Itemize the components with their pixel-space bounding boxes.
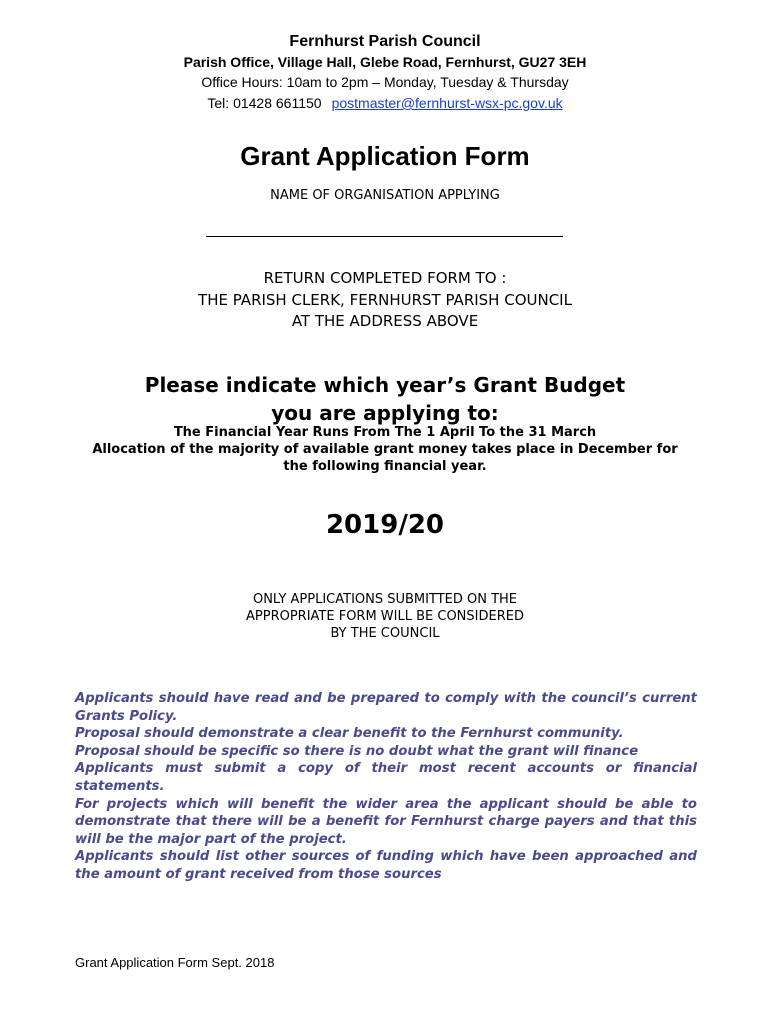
footer-text: Grant Application Form Sept. 2018 — [75, 955, 275, 970]
guidance-item: For projects which will benefit the wider area the applicant should be able to demonstrate that there will be a benefit for Fernhurst charge payers and that this will be the major part of the project. — [75, 796, 697, 847]
organisation-label: NAME OF ORGANISATION APPLYING — [270, 188, 500, 203]
allocation-note: the following financial year. — [283, 459, 487, 474]
guidance-item: Proposal should be specific so there is no doubt what the grant will finance — [75, 743, 639, 759]
office-hours: Office Hours: 10am to 2pm – Monday, Tuesday & Thursday — [201, 74, 569, 90]
council-address: Parish Office, Village Hall, Glebe Road, Fernhurst, GU27 3EH — [183, 54, 587, 70]
budget-year-heading: you are applying to: — [271, 401, 499, 425]
guidance-item: Applicants should list other sources of funding which have been approached and the amount of grant received from those sources — [75, 849, 697, 882]
return-line: AT THE ADDRESS ABOVE — [291, 312, 479, 330]
form-title: Grant Application Form — [240, 141, 530, 171]
allocation-note: Allocation of the majority of available grant money takes place in December for — [92, 442, 678, 457]
council-name: Fernhurst Parish Council — [289, 33, 481, 50]
guidance-item: Proposal should demonstrate a clear benefit to the Fernhurst community. — [75, 726, 624, 742]
submission-notice: BY THE COUNCIL — [330, 626, 440, 641]
financial-year-note: The Financial Year Runs From The 1 April To the 31 March — [173, 425, 597, 440]
contact-line — [0, 95, 770, 111]
submission-notice: ONLY APPLICATIONS SUBMITTED ON THE — [252, 592, 518, 607]
organisation-name-field[interactable] — [206, 236, 563, 237]
budget-year: 2019/20 — [325, 510, 445, 540]
telephone: Tel: 01428 661150 — [207, 95, 322, 111]
budget-year-heading: Please indicate which year’s Grant Budget — [144, 373, 626, 397]
guidance-item: Applicants should have read and be prepared to comply with the council’s current Grants Policy. — [75, 691, 697, 724]
guidance-item: Applicants must submit a copy of their most recent accounts or financial statements. — [75, 761, 697, 794]
return-line: RETURN COMPLETED FORM TO : — [263, 269, 507, 287]
email-link[interactable]: postmaster@fernhurst-wsx-pc.gov.uk — [331, 95, 563, 111]
applicant-guidance — [75, 690, 697, 884]
submission-notice: APPROPRIATE FORM WILL BE CONSIDERED — [246, 609, 524, 624]
return-line: THE PARISH CLERK, FERNHURST PARISH COUNCIL — [198, 291, 572, 309]
